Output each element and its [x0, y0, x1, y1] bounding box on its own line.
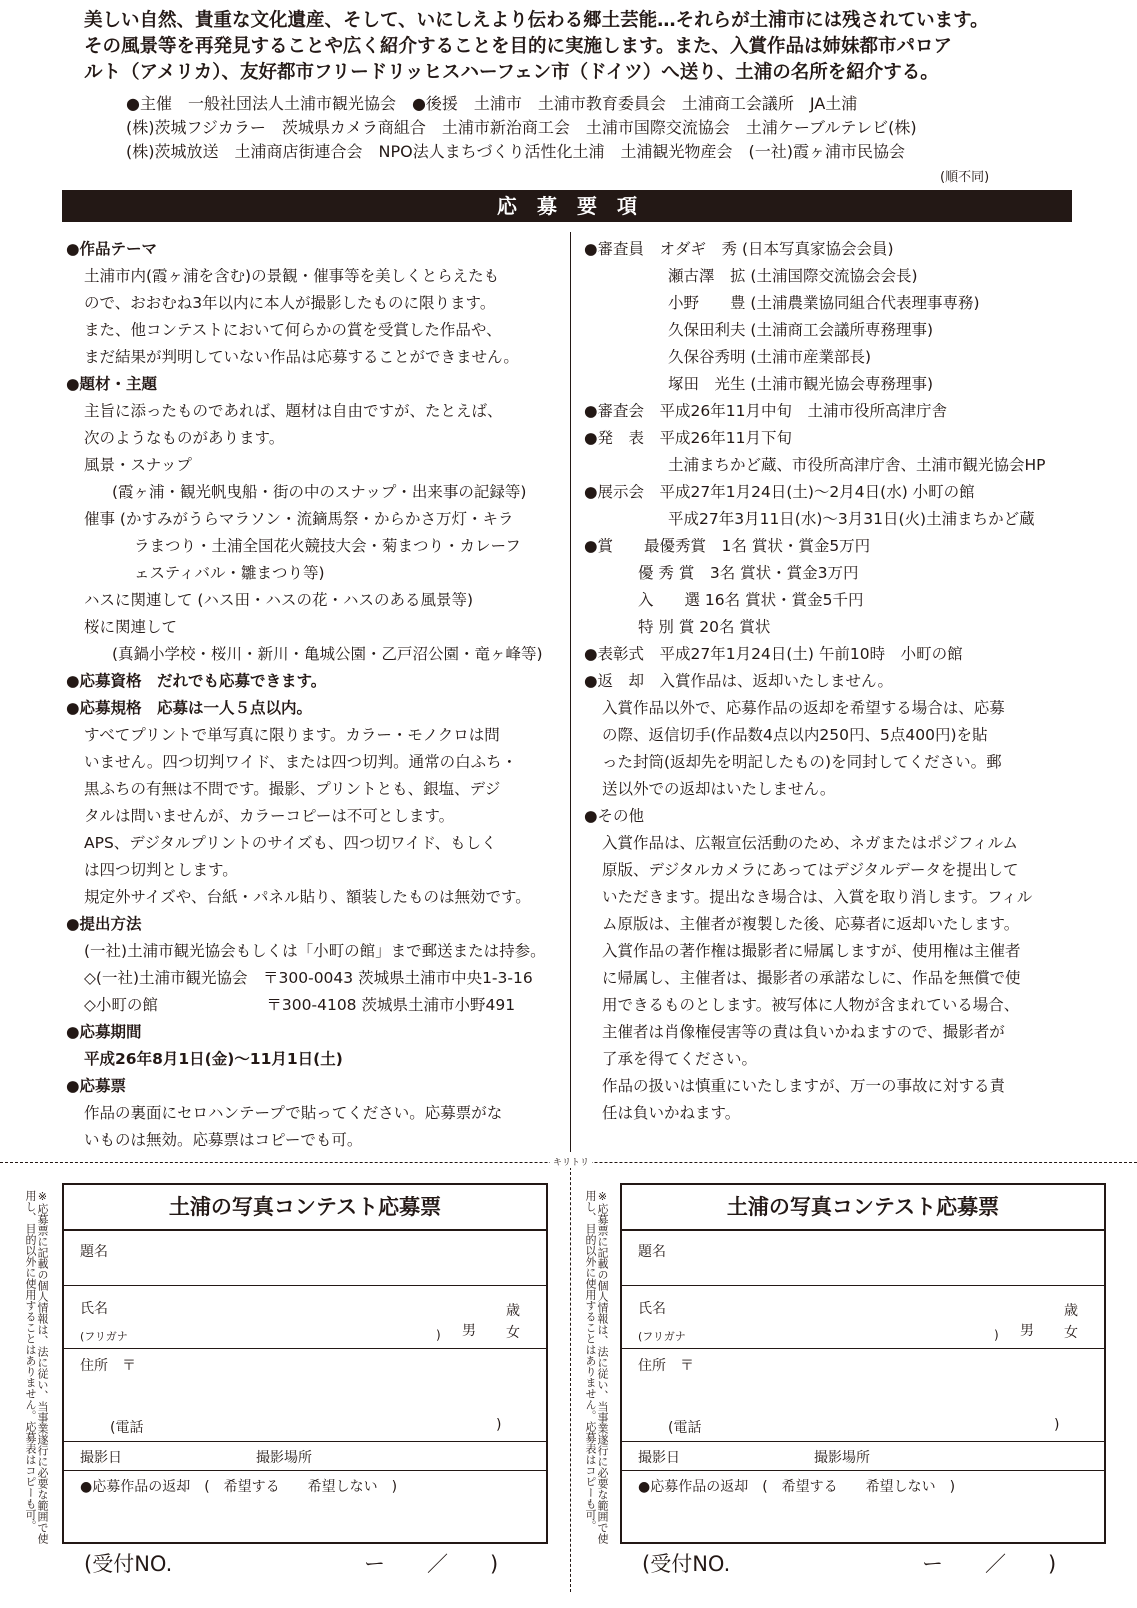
- receipt-number: (受付NO.: [84, 1552, 173, 1576]
- guideline-line: 風景・スナップ: [84, 456, 192, 474]
- date-place-field[interactable]: [622, 1442, 1104, 1471]
- guidelines-left-column: [66, 236, 566, 1154]
- guideline-line: (霞ヶ浦・観光帆曳船・街の中のスナップ・出来事の記録等): [112, 483, 527, 501]
- guideline-line: 優 秀 賞 3名 賞状・賞金3万円: [638, 564, 859, 582]
- privacy-note: ※応募票に記載の個人情報は、法に従い、当事業遂行に必要な範囲で使用し、目的以外に使用することはありません。応募表はコピーも可。: [584, 1190, 609, 1544]
- guideline-line: は四つ切判とします。: [84, 861, 238, 879]
- guideline-line: に帰属し、主催者は、撮影者の承諾なしに、作品を無償で使: [602, 969, 1021, 987]
- guideline-line: 作品の扱いは慎重にいたしますが、万一の事故に対する責: [602, 1077, 1006, 1095]
- age-label: 歳: [506, 1303, 520, 1319]
- date-label: 撮影日: [80, 1450, 122, 1466]
- guideline-line: 土浦まちかど蔵、市役所高津庁舎、土浦市観光協会HP: [668, 456, 1046, 474]
- return-field[interactable]: [622, 1471, 1104, 1499]
- intro-line: ルト（アメリカ）、友好都市フリードリッヒスハーフェン市（ドイツ）へ送り、土浦の名所を紹介する。: [84, 62, 939, 83]
- form-title: 土浦の写真コンテスト応募票: [64, 1185, 546, 1231]
- guideline-line: (真鍋小学校・桜川・新川・亀城公園・乙戸沼公園・竜ヶ峰等): [112, 645, 543, 663]
- guideline-line: ●審査会 平成26年11月中旬 土浦市役所高津庁舎: [584, 402, 947, 420]
- name-field[interactable]: [64, 1286, 546, 1349]
- name-field[interactable]: [622, 1286, 1104, 1349]
- address-field[interactable]: [622, 1349, 1104, 1442]
- organizers-line: (株)茨城放送 土浦商店街連合会 NPO法人まちづくり活性化土浦 土浦観光物産会 (一社)霞ヶ浦市民協会: [126, 142, 906, 161]
- subject-label: 題名: [638, 1244, 666, 1260]
- guideline-line: すべてプリントで単写真に限ります。カラー・モノクロは問: [84, 726, 500, 744]
- guideline-line: ム原版は、主催者が複製した後、応募者に返却いたします。: [602, 915, 1020, 933]
- guideline-line: ●作品テーマ: [66, 240, 158, 258]
- guideline-line: の際、返信切手(作品数4点以内250円、5点400円)を貼: [602, 726, 988, 744]
- guideline-line: ●審査員 オダギ 秀 (日本写真家協会会員): [584, 240, 894, 258]
- guideline-line: ◇(一社)土浦市観光協会 〒300-0043 茨城県土浦市中央1-3-16: [84, 969, 533, 987]
- return-label: ●応募作品の返却 ( 希望する 希望しない ): [80, 1479, 398, 1495]
- phone-label: (電話: [110, 1420, 144, 1436]
- male-option[interactable]: 男: [462, 1323, 476, 1339]
- furigana-label: (フリガナ: [638, 1330, 686, 1343]
- guideline-line: ◇小町の館 〒300-4108 茨城県土浦市小野491: [84, 996, 516, 1014]
- receipt-number-tail: ー ／ ): [922, 1552, 1057, 1576]
- privacy-note: ※応募票に記載の個人情報は、法に従い、当事業遂行に必要な範囲で使用し、目的以外に使用することはありません。応募表はコピーも可。: [24, 1190, 49, 1544]
- organizers-line: ●主催 一般社団法人土浦市観光協会 ●後援 土浦市 土浦市教育委員会 土浦商工会議所 JA土浦: [126, 94, 858, 113]
- receipt-number-tail: ー ／ ): [364, 1552, 499, 1576]
- female-option[interactable]: 女: [506, 1325, 520, 1341]
- guideline-line: いません。四つ切判ワイド、または四つ切判。通常の白ふち・: [84, 753, 518, 771]
- guideline-line: ●応募資格 だれでも応募できます。: [66, 672, 327, 690]
- guideline-line: 瀬古澤 拡 (土浦国際交流協会会長): [668, 267, 918, 285]
- guideline-line: ので、おおむね3年以内に本人が撮影したものに限ります。: [84, 294, 496, 312]
- entry-form: [62, 1183, 548, 1544]
- entry-form: [620, 1183, 1106, 1544]
- receipt-number: (受付NO.: [642, 1552, 731, 1576]
- column-divider: [570, 232, 571, 1152]
- guideline-line: 送以外での返却はいたしません。: [602, 780, 836, 798]
- subject-field[interactable]: [64, 1231, 546, 1286]
- guideline-line: 了承を得てください。: [602, 1050, 758, 1068]
- guideline-line: 主旨に添ったものであれば、題材は自由ですが、たとえば、: [84, 402, 503, 420]
- guideline-line: 主催者は肖像権侵害等の責は負いかねますので、撮影者が: [602, 1023, 1005, 1041]
- address-label: 住所 〒: [638, 1358, 694, 1374]
- guideline-line: ●その他: [584, 807, 645, 825]
- guideline-line: いものは無効。応募票はコピーでも可。: [84, 1131, 363, 1149]
- guideline-line: ●題材・主題: [66, 375, 158, 393]
- guideline-line: 入賞作品以外で、応募作品の返却を希望する場合は、応募: [602, 699, 1005, 717]
- guideline-line: 久保田利夫 (土浦商工会議所専務理事): [668, 321, 934, 339]
- organizers: [126, 92, 1006, 164]
- guideline-line: 用できるものとします。被写体に人物が含まれている場合、: [602, 996, 1020, 1014]
- subject-field[interactable]: [622, 1231, 1104, 1286]
- guideline-line: ●発 表 平成26年11月下旬: [584, 429, 792, 447]
- guideline-line: ●応募票: [66, 1077, 127, 1095]
- furigana-label: (フリガナ: [80, 1330, 128, 1343]
- guideline-line: ●表彰式 平成27年1月24日(土) 午前10時 小町の館: [584, 645, 963, 663]
- guideline-line: 催事 (かすみがうらマラソン・流鏑馬祭・からかさ万灯・キラ: [84, 510, 514, 528]
- age-label: 歳: [1064, 1303, 1078, 1319]
- intro-line: 美しい自然、貴重な文化遺産、そして、いにしえより伝わる郷土芸能…それらが土浦市には残されています。: [84, 10, 989, 31]
- guideline-line: (一社)土浦市観光協会もしくは「小町の館」まで郵送または持参。: [84, 942, 546, 960]
- guideline-line: ハスに関連して (ハス田・ハスの花・ハスのある風景等): [84, 591, 474, 609]
- intro-text: [84, 8, 1084, 86]
- guideline-line: タルは問いませんが、カラーコピーは不可とします。: [84, 807, 455, 825]
- guideline-line: APS、デジタルプリントのサイズも、四つ切ワイド、もしく: [84, 834, 497, 852]
- female-option[interactable]: 女: [1064, 1325, 1078, 1341]
- subject-label: 題名: [80, 1244, 108, 1260]
- cut-label: キリトリ: [550, 1155, 592, 1168]
- form-title: 土浦の写真コンテスト応募票: [622, 1185, 1104, 1231]
- guideline-line: 入賞作品の著作権は撮影者に帰属しますが、使用権は主催者: [602, 942, 1021, 960]
- organizers-line: (株)茨城フジカラー 茨城県カメラ商組合 土浦市新治商工会 土浦市国際交流協会 土浦ケーブルテレビ(株): [126, 118, 917, 137]
- guideline-line: 桜に関連して: [84, 618, 178, 636]
- address-field[interactable]: [64, 1349, 546, 1442]
- phone-close: ): [496, 1417, 502, 1433]
- guideline-line: ●展示会 平成27年1月24日(土)～2月4日(水) 小町の館: [584, 483, 975, 501]
- guideline-line: ェスティバル・雛まつり等): [134, 564, 325, 582]
- guideline-line: った封筒(返却先を明記したもの)を同封してください。郵: [602, 753, 1002, 771]
- guideline-line: 平成27年3月11日(水)～3月31日(火)土浦まちかど蔵: [668, 510, 1035, 528]
- date-label: 撮影日: [638, 1450, 680, 1466]
- date-place-field[interactable]: [64, 1442, 546, 1471]
- guideline-line: 次のようなものがあります。: [84, 429, 285, 447]
- male-option[interactable]: 男: [1020, 1323, 1034, 1339]
- guideline-line: 久保谷秀明 (土浦市産業部長): [668, 348, 872, 366]
- guideline-line: まだ結果が判明していない作品は応募することができません。: [84, 348, 519, 366]
- guideline-line: ラまつり・土浦全国花火競技大会・菊まつり・カレーフ: [134, 537, 521, 555]
- guideline-line: 黒ふちの有無は不問です。撮影、プリントとも、銀塩、デジ: [84, 780, 501, 798]
- guideline-line: ●応募期間: [66, 1023, 142, 1041]
- guidelines-right-column: [584, 236, 1064, 1127]
- guideline-line: 入 選 16名 賞状・賞金5千円: [638, 591, 864, 609]
- guideline-line: 土浦市内(霞ヶ浦を含む)の景観・催事等を美しくとらえたも: [84, 267, 500, 285]
- guideline-line: 小野 豊 (土浦農業協同組合代表理事専務): [668, 294, 980, 312]
- name-label: 氏名: [80, 1301, 108, 1317]
- order-note: (順不同): [940, 170, 990, 185]
- section-title: 応 募 要 項: [62, 190, 1072, 222]
- return-field[interactable]: [64, 1471, 546, 1499]
- place-label: 撮影場所: [814, 1450, 870, 1466]
- guideline-line: 作品の裏面にセロハンテープで貼ってください。応募票がな: [84, 1104, 503, 1122]
- guideline-line: 特 別 賞 20名 賞状: [638, 618, 771, 636]
- cut-line-vertical: [570, 1162, 571, 1592]
- address-label: 住所 〒: [80, 1358, 136, 1374]
- furigana-close: ): [436, 1328, 441, 1342]
- guideline-line: 任は負いかねます。: [602, 1104, 741, 1122]
- return-label: ●応募作品の返却 ( 希望する 希望しない ): [638, 1479, 956, 1495]
- guideline-line: ●提出方法: [66, 915, 142, 933]
- guideline-line: また、他コンテストにおいて何らかの賞を受賞した作品や、: [84, 321, 502, 339]
- name-label: 氏名: [638, 1301, 666, 1317]
- phone-label: (電話: [668, 1420, 702, 1436]
- place-label: 撮影場所: [256, 1450, 312, 1466]
- guideline-line: 規定外サイズや、台紙・パネル貼り、額装したものは無効です。: [84, 888, 531, 906]
- furigana-close: ): [994, 1328, 999, 1342]
- guideline-line: いただきます。提出なき場合は、入賞を取り消します。フィル: [602, 888, 1033, 906]
- intro-line: その風景等を再発見することや広く紹介することを目的に実施します。また、入賞作品は姉妹都市パロア: [84, 36, 953, 57]
- phone-close: ): [1054, 1417, 1060, 1433]
- guideline-line: 平成26年8月1日(金)～11月1日(土): [84, 1050, 343, 1068]
- guideline-line: ●返 却 入賞作品は、返却いたしません。: [584, 672, 893, 690]
- guideline-line: ●応募規格 応募は一人５点以内。: [66, 699, 313, 717]
- guideline-line: 入賞作品は、広報宣伝活動のため、ネガまたはポジフィルム: [602, 834, 1019, 852]
- guideline-line: 原版、デジタルカメラにあってはデジタルデータを提出して: [602, 861, 1019, 879]
- guideline-line: ●賞 最優秀賞 1名 賞状・賞金5万円: [584, 537, 871, 555]
- guideline-line: 塚田 光生 (土浦市観光協会専務理事): [668, 375, 934, 393]
